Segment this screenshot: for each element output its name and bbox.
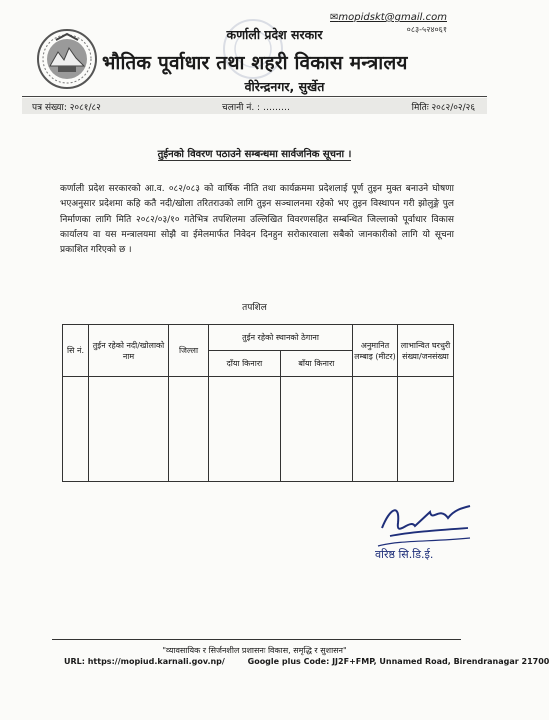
email-text: mopidskt@gmail.com xyxy=(338,12,447,23)
notice-subject xyxy=(0,146,509,160)
table-cell xyxy=(398,377,454,482)
header-river: तुईन रहेको नदी/खोलाको नाम xyxy=(89,325,169,377)
header-serial: सि नं. xyxy=(63,325,89,377)
mail-icon: ✉ xyxy=(330,12,339,23)
table-header-row xyxy=(63,325,454,351)
letter-number: पत्र संख्या: २०८१/८२ xyxy=(32,102,101,113)
footer-motto: "व्यावसायिक र सिर्जनशील प्रशासनः विकास, समृद्धि र सुशासन" xyxy=(162,646,347,655)
table-cell xyxy=(89,377,169,482)
footer-divider xyxy=(52,639,461,640)
google-plus-code: Google plus Code: JJ2F+FMP, Unnamed Road, Birendranagar 21700 xyxy=(247,657,549,666)
notice-body: कर्णाली प्रदेश सरकारको आ.व. ०८२/०८३ को वार्षिक नीति तथा कार्यक्रममा प्रदेशलाई पूर्ण तुइन मुक्त बनाउने घोषणा भएअनुसार प्रदेशमा कहि कतै नदी/खोला तरितराउको लागि तुइन सञ्चालनमा रहेको भए तुइन विस्थापन गरी झोलुङ्गे पुल निर्माणका लागि मिति २०८२/०३/१० गतेभित्र तपशिलमा उल्लिखित विवरणसहित सम्बन्धित जिल्लाको पूर्वाधार विकास कार्यालय वा यस मन्त्रालयमा सोझै वा ईमेलमार्फत निवेदन दिनहुन सरोकारवाला सबैको जानकारीको लागि यो सूचना प्रकाशित गरिएको छ । xyxy=(60,184,454,256)
header-beneficiary: लाभान्वित घरधुरी संख्या/जनसंख्या xyxy=(398,325,454,377)
province-name: कर्णाली प्रदेश सरकार xyxy=(226,27,323,42)
table-cell xyxy=(209,377,281,482)
letter-date: मितिः २०८२/०२/२६ xyxy=(411,102,475,113)
city-name: वीरेन्द्रनगर, सुर्खेत xyxy=(244,79,325,94)
subject-text: तुईनको विवरण पठाउने सम्बन्धमा सार्वजनिक सूचना । xyxy=(157,149,352,160)
details-table xyxy=(62,324,454,482)
table-cell xyxy=(280,377,352,482)
header-district: जिल्ला xyxy=(169,325,209,377)
phone-number: ०८३-५२४०६१ xyxy=(406,25,447,34)
signature-image xyxy=(370,488,480,568)
dispatch-number: चलानी नं. : ……… xyxy=(222,102,290,113)
table-cell xyxy=(169,377,209,482)
table-caption: तपशिल xyxy=(242,303,267,313)
footer-info xyxy=(64,657,549,666)
website-url[interactable]: URL: https://mopiud.karnali.gov.np/ xyxy=(64,657,225,666)
table-cell xyxy=(353,377,398,482)
ministry-name: भौतिक पूर्वाधार तथा शहरी विकास मन्त्रालय xyxy=(102,52,408,74)
header-left-bank: बाँया किनारा xyxy=(280,351,352,377)
header-length: अनुमानित लम्बाइ (मीटर) xyxy=(353,325,398,377)
signatory-designation: वरिष्ठ सि.डि.ई. xyxy=(375,548,434,561)
table-cell xyxy=(63,377,89,482)
table-row xyxy=(63,377,454,482)
reference-row xyxy=(22,98,487,114)
header-right-bank: दाँया किनारा xyxy=(209,351,281,377)
header-divider xyxy=(22,96,487,97)
email-link[interactable] xyxy=(330,12,447,23)
header-location: तुईन रहेको स्थानको ठेगाना xyxy=(209,325,353,351)
